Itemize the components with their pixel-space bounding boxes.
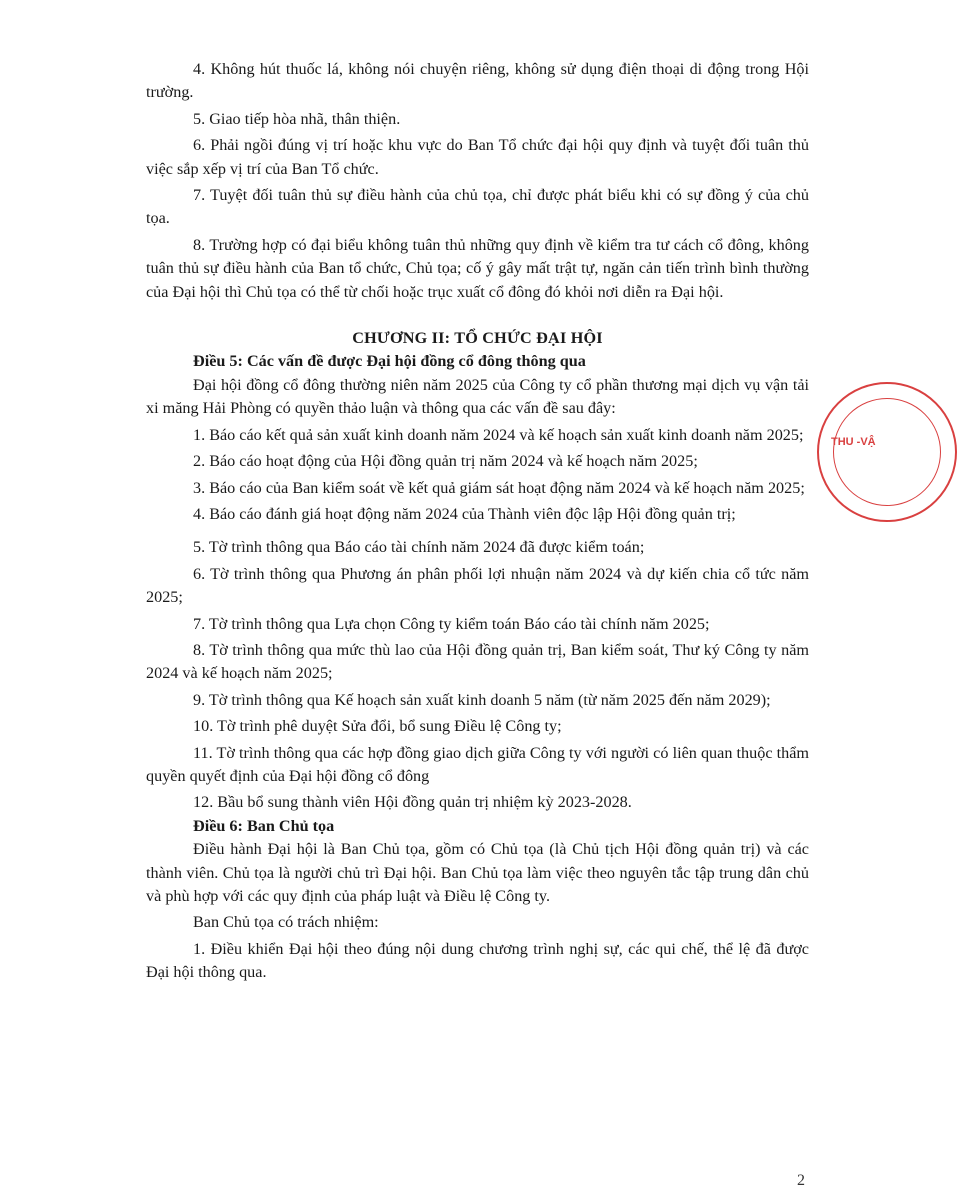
paragraph-rule-4: 4. Không hút thuốc lá, không nói chuyện riêng, không sử dụng điện thoại di động trong Hội trường. [146, 60, 809, 102]
agenda-item-7: 7. Tờ trình thông qua Lựa chọn Công ty kiểm toán Báo cáo tài chính năm 2025; [193, 614, 710, 633]
agenda-item-5: 5. Tờ trình thông qua Báo cáo tài chính năm 2024 đã được kiểm toán; [193, 538, 645, 557]
document-body [146, 58, 809, 985]
article-6-body: Điều hành Đại hội là Ban Chủ tọa, gồm có Chủ tọa (là Chủ tịch Hội đồng quản trị) và các thành viên. Chủ tọa là người chủ trì Đại hội. Ban Chủ tọa làm việc theo nguyên tắc tập trung dân chủ và phù hợp với các quy định của pháp luật và Điều lệ Công ty. [146, 840, 809, 905]
paragraph-rule-8: 8. Trường hợp có đại biểu không tuân thủ những quy định về kiểm tra tư cách cổ đông, không tuân thủ sự điều hành của Ban tổ chức, Chủ tọa; cố ý gây mất trật tự, ngăn cản tiến trình bình thường của Đại hội thì Chủ tọa có thể từ chối hoặc trục xuất cổ đông đó khỏi nơi diễn ra Đại hội. [146, 235, 809, 301]
chapter-heading: CHƯƠNG II: TỔ CHỨC ĐẠI HỘI [352, 329, 603, 348]
article-5-heading: Điều 5: Các vấn đề được Đại hội đồng cổ đông thông qua [193, 352, 586, 371]
agenda-item-2: 2. Báo cáo hoạt động của Hội đồng quản trị năm 2024 và kế hoạch năm 2025; [193, 452, 698, 471]
agenda-item-12: 12. Bầu bổ sung thành viên Hội đồng quản trị nhiệm kỳ 2023-2028. [193, 793, 632, 812]
company-seal [817, 382, 957, 522]
agenda-item-11: 11. Tờ trình thông qua các hợp đồng giao dịch giữa Công ty với người có liên quan thuộc thẩm quyền quyết định của Đại hội đồng cổ đông [146, 743, 809, 785]
agenda-item-9: 9. Tờ trình thông qua Kế hoạch sản xuất kinh doanh 5 năm (từ năm 2025 đến năm 2029); [193, 690, 771, 709]
agenda-item-10: 10. Tờ trình phê duyệt Sửa đổi, bổ sung Điều lệ Công ty; [193, 717, 562, 736]
page-number: 2 [797, 1172, 805, 1189]
company-seal-inner-ring [833, 398, 941, 506]
agenda-item-3: 3. Báo cáo của Ban kiểm soát về kết quả giám sát hoạt động năm 2024 và kế hoạch năm 2025; [193, 478, 805, 497]
article-6-responsibility-1: 1. Điều khiển Đại hội theo đúng nội dung chương trình nghị sự, các qui chế, thể lệ đã được Đại hội thông qua. [146, 939, 809, 982]
paragraph-rule-7: 7. Tuyệt đối tuân thủ sự điều hành của chủ tọa, chỉ được phát biểu khi có sự đồng ý của chủ tọa. [146, 186, 809, 228]
agenda-item-8: 8. Tờ trình thông qua mức thù lao của Hội đồng quản trị, Ban kiểm soát, Thư ký Công ty năm 2024 và kế hoạch năm 2025; [146, 640, 809, 683]
article-5-intro: Đại hội đồng cổ đông thường niên năm 2025 của Công ty cổ phần thương mại dịch vụ vận tải xi măng Hải Phòng có quyền thảo luận và thông qua các vấn đề sau đây: [146, 375, 809, 418]
paragraph-rule-5: 5. Giao tiếp hòa nhã, thân thiện. [193, 109, 401, 128]
article-6-heading: Điều 6: Ban Chủ tọa [193, 816, 335, 835]
paragraph-rule-6: 6. Phải ngồi đúng vị trí hoặc khu vực do Ban Tổ chức đại hội quy định và tuyệt đối tuân thủ việc sắp xếp vị trí của Ban Tổ chức. [146, 136, 809, 178]
agenda-item-6: 6. Tờ trình thông qua Phương án phân phối lợi nhuận năm 2024 và dự kiến chia cổ tức năm 2025; [146, 564, 809, 607]
article-6-responsibilities-intro: Ban Chủ tọa có trách nhiệm: [193, 913, 379, 932]
company-seal-text: THU -VẬ [831, 436, 876, 448]
agenda-item-4: 4. Báo cáo đánh giá hoạt động năm 2024 của Thành viên độc lập Hội đồng quản trị; [193, 504, 736, 523]
agenda-item-1: 1. Báo cáo kết quả sản xuất kinh doanh năm 2024 và kế hoạch sản xuất kinh doanh năm 2025; [193, 425, 804, 444]
